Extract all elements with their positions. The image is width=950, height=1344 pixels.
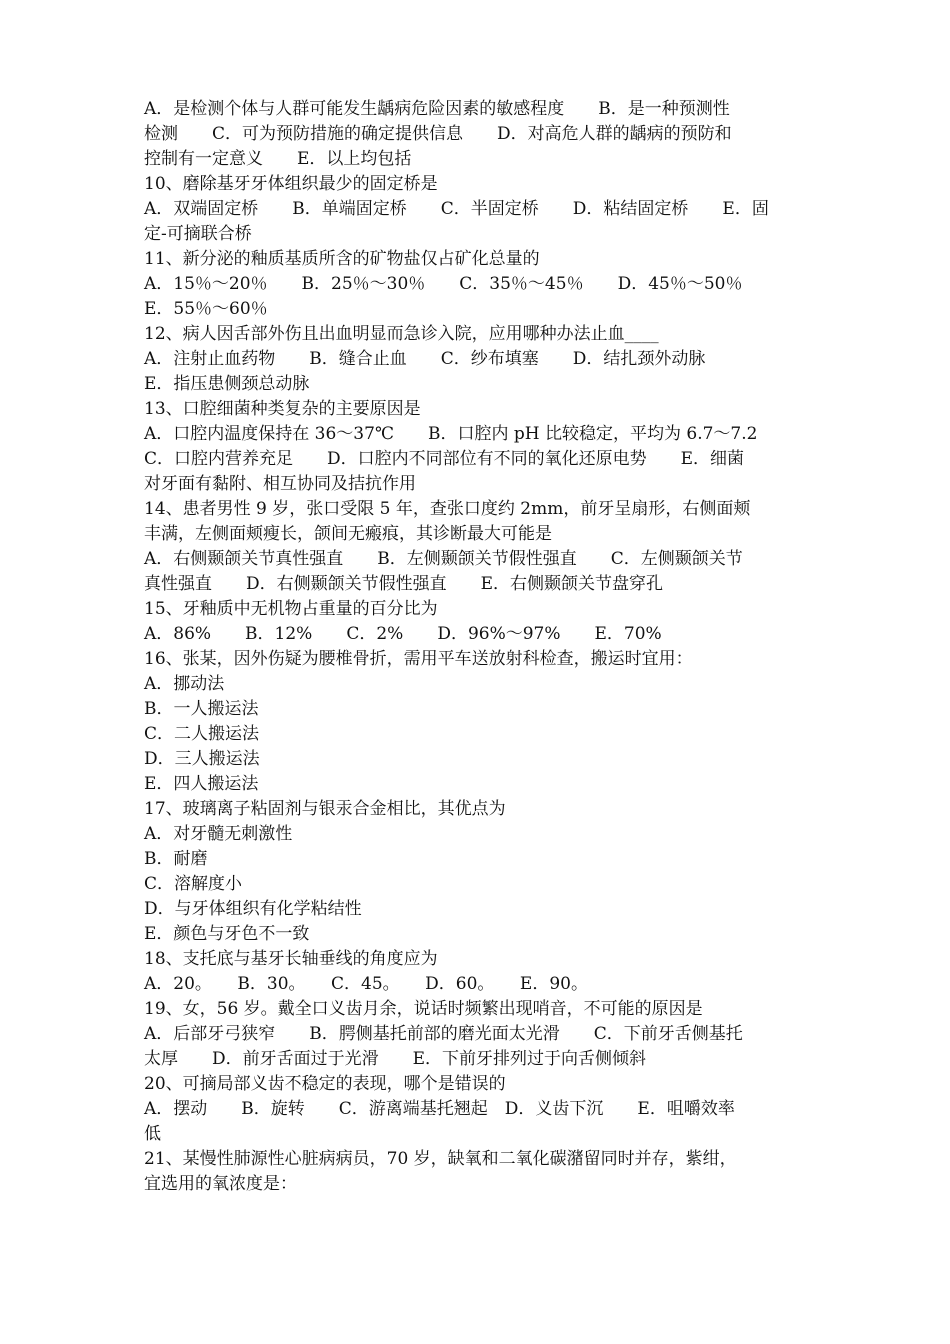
text-line: 对牙面有黏附、相互协同及拮抗作用 xyxy=(144,474,416,494)
text-line: D．三人搬运法 xyxy=(144,749,260,769)
text-line: 检测 C．可为预防措施的确定提供信息 D．对高危人群的龋病的预防和 xyxy=(144,124,732,144)
text-line: A．是检测个体与人群可能发生龋病危险因素的敏感程度 B．是一种预测性 xyxy=(144,99,730,119)
text-line: A．15％～20％ B．25％～30％ C．35％～45％ D．45％～50％ xyxy=(144,274,743,294)
text-line: E．四人搬运法 xyxy=(144,774,259,794)
text-line: A．20。 B．30。 C．45。 D．60。 E．90。 xyxy=(144,974,588,994)
text-line: 21、某慢性肺源性心脏病病员，70 岁，缺氧和二氧化碳潴留同时并存，紫绀， xyxy=(144,1149,737,1169)
text-line: 15、牙釉质中无机物占重量的百分比为 xyxy=(144,599,438,619)
text-line: 太厚 D．前牙舌面过于光滑 E．下前牙排列过于向舌侧倾斜 xyxy=(144,1049,647,1069)
text-line: E．55％～60％ xyxy=(144,299,268,319)
text-line: 丰满，左侧面颊瘦长，颌间无瘢痕，其诊断最大可能是 xyxy=(144,524,552,544)
text-line: 16、张某，因外伤疑为腰椎骨折，需用平车送放射科检查，搬运时宜用： xyxy=(144,649,693,669)
text-line: 控制有一定意义 E．以上均包括 xyxy=(144,149,412,169)
text-line: 17、玻璃离子粘固剂与银汞合金相比，其优点为 xyxy=(144,799,506,819)
text-line: B．一人搬运法 xyxy=(144,699,259,719)
text-line: 真性强直 D．右侧颞颌关节假性强直 E．右侧颞颌关节盘穿孔 xyxy=(144,574,664,594)
text-line: A．挪动法 xyxy=(144,674,225,694)
text-line: A．摆动 B．旋转 C．游离端基托翘起 D．义齿下沉 E．咀嚼效率 xyxy=(144,1099,735,1119)
text-line: C．口腔内营养充足 D．口腔内不同部位有不同的氧化还原电势 E．细菌 xyxy=(144,449,745,469)
text-line: A．后部牙弓狭窄 B．腭侧基托前部的磨光面太光滑 C．下前牙舌侧基托 xyxy=(144,1024,743,1044)
text-line: A．注射止血药物 B．缝合止血 C．纱布填塞 D．结扎颈外动脉 xyxy=(144,349,706,369)
text-line: 18、支托底与基牙长轴垂线的角度应为 xyxy=(144,949,438,969)
text-line: E．指压患侧颈总动脉 xyxy=(144,374,310,394)
text-line: 12、病人因舌部外伤且出血明显而急诊入院，应用哪种办法止血____ xyxy=(144,324,659,344)
text-line: E．颜色与牙色不一致 xyxy=(144,924,310,944)
text-line: 11、新分泌的釉质基质所含的矿物盐仅占矿化总量的 xyxy=(144,249,540,269)
text-line: D．与牙体组织有化学粘结性 xyxy=(144,899,362,919)
text-line: C．溶解度小 xyxy=(144,874,243,894)
text-line: C．二人搬运法 xyxy=(144,724,260,744)
text-line: 19、女，56 岁。戴全口义齿月余，说话时频繁出现哨音，不可能的原因是 xyxy=(144,999,703,1019)
document-page xyxy=(144,97,808,1197)
text-line: 13、口腔细菌种类复杂的主要原因是 xyxy=(144,399,421,419)
text-line: 宜选用的氧浓度是： xyxy=(144,1174,297,1194)
text-line: A．双端固定桥 B．单端固定桥 C．半固定桥 D．粘结固定桥 E．固 xyxy=(144,199,769,219)
text-line: 20、可摘局部义齿不稳定的表现，哪个是错误的 xyxy=(144,1074,506,1094)
text-line: 低 xyxy=(144,1124,161,1144)
text-line: B．耐磨 xyxy=(144,849,208,869)
text-line: 10、磨除基牙牙体组织最少的固定桥是 xyxy=(144,174,438,194)
text-line: A．对牙髓无刺激性 xyxy=(144,824,293,844)
text-line: 定-可摘联合桥 xyxy=(144,224,252,244)
text-line: A．口腔内温度保持在 36～37℃ B．口腔内 pH 比较稳定，平均为 6.7～7.2 xyxy=(144,424,758,444)
text-line: A．右侧颞颌关节真性强直 B．左侧颞颌关节假性强直 C．左侧颞颌关节 xyxy=(144,549,743,569)
text-line: 14、患者男性 9 岁，张口受限 5 年，查张口度约 2mm，前牙呈扇形，右侧面颊 xyxy=(144,499,751,519)
text-line: A．86% B．12% C．2% D．96%～97% E．70% xyxy=(144,624,662,644)
